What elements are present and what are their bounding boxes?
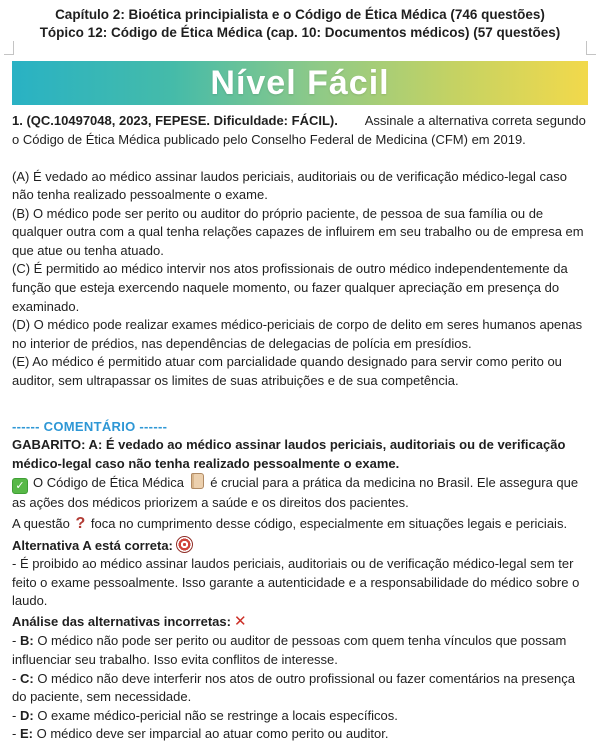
option-e: (E) Ao médico é permitido atuar com parcialidade quando designado para servir como perito ou auditor, sem ultrapassar os limites de suas atribuições e de sua competência. — [12, 354, 562, 388]
commentary-section — [12, 436, 588, 744]
incorrect-item-d: - D: O exame médico-pericial não se restringe a locais específicos. — [12, 707, 398, 723]
scroll-icon — [191, 473, 204, 489]
commentary-intro-post: é crucial para a prática da medicina no Brasil. Ele assegura que as ações dos médicos priorizem a saúde e os direitos dos pacientes. — [12, 475, 579, 511]
option-a: (A) É vedado ao médico assinar laudos periciais, auditoriais ou de verificação médico-legal caso não tenha realizado pessoalmente o exame. — [12, 168, 567, 203]
option-b: (B) O médico pode ser perito ou auditor do próprio paciente, de pessoa de sua família ou de qualquer outra com a qual tenha relações capazes de influirem em seu trabalho ou de empresa em que atue ou tenha atuado. — [12, 205, 584, 258]
chapter-title: Capítulo 2: Bioética principialista e o Código de Ética Médica (746 questões) — [55, 7, 545, 22]
option-c: (C) É permitido ao médico intervir nos atos profissionais de outro médico independentemente da função que esteja exercendo naquele momento, ou fazer qualquer apreciação em presença do examinado. — [12, 261, 568, 314]
difficulty-banner — [12, 61, 588, 105]
cross-icon: ✕ — [233, 613, 247, 631]
incorrect-item-b: - B: O médico não pode ser perito ou auditor de pessoas com quem tenha vínculos que possam influenciar seu trabalho. Isso evita conflitos de interesse. — [12, 633, 567, 668]
options-list — [12, 168, 588, 391]
answer-key: GABARITO: A: É vedado ao médico assinar laudos periciais, auditoriais ou de verificação médico-legal caso não tenha realizado pessoalmente o exame. — [12, 437, 566, 471]
commentary-intro-pre: O Código de Ética Médica — [33, 475, 185, 491]
target-icon — [176, 536, 193, 553]
question-mark-icon: ? — [75, 514, 86, 532]
commentary-question-pre: A questão — [12, 515, 70, 531]
difficulty-label: Nível Fácil — [210, 64, 390, 103]
commentary-divider: ------ COMENTÁRIO ------ — [12, 418, 168, 434]
incorrect-item-e: - E: O médico deve ser imparcial ao atuar como perito ou auditor. — [12, 726, 389, 742]
correct-alternative-heading: Alternativa A está correta: — [12, 536, 588, 556]
incorrect-alternatives-heading: Análise das alternativas incorretas: ✕ — [12, 613, 247, 631]
document-header — [12, 6, 588, 42]
incorrect-item-c: - C: O médico não deve interferir nos atos de outro profissional ou fazer comentários na presença do paciente, sem necessidade. — [12, 670, 575, 705]
correct-alternative-body: - É proibido ao médico assinar laudos periciais, auditoriais ou de verificação médico-legal sem ter feito o exame pessoalmente. Isso garante a autenticidade e a responsabilidade do médico sobre o laudo. — [12, 556, 580, 609]
question-stem: Assinale a alternativa correta segundo o Código de Ética Médica publicado pelo Conselho Federal de Medicina (CFM) em 2019. — [12, 113, 586, 148]
crop-mark-top-left — [4, 41, 14, 55]
crop-mark-top-right — [586, 41, 596, 55]
commentary-question-post: foca no cumprimento desse código, especialmente em situações legais e periciais. — [90, 515, 568, 531]
check-icon: ✓ — [12, 478, 28, 494]
question-intro — [12, 112, 588, 149]
document-page — [0, 6, 600, 744]
option-d: (D) O médico pode realizar exames médico-periciais de corpo de delito em seres humanos apenas no interior de prédios, nas dependências de delegacias de polícia em presídios. — [12, 317, 583, 351]
topic-title: Tópico 12: Código de Ética Médica (cap. 10: Documentos médicos) (57 questões) — [39, 25, 561, 41]
commentary-intro — [12, 473, 588, 513]
commentary-question-line — [12, 513, 588, 536]
question-id: 1. (QC.10497048, 2023, FEPESE. Dificuldade: FÁCIL). — [12, 113, 338, 129]
